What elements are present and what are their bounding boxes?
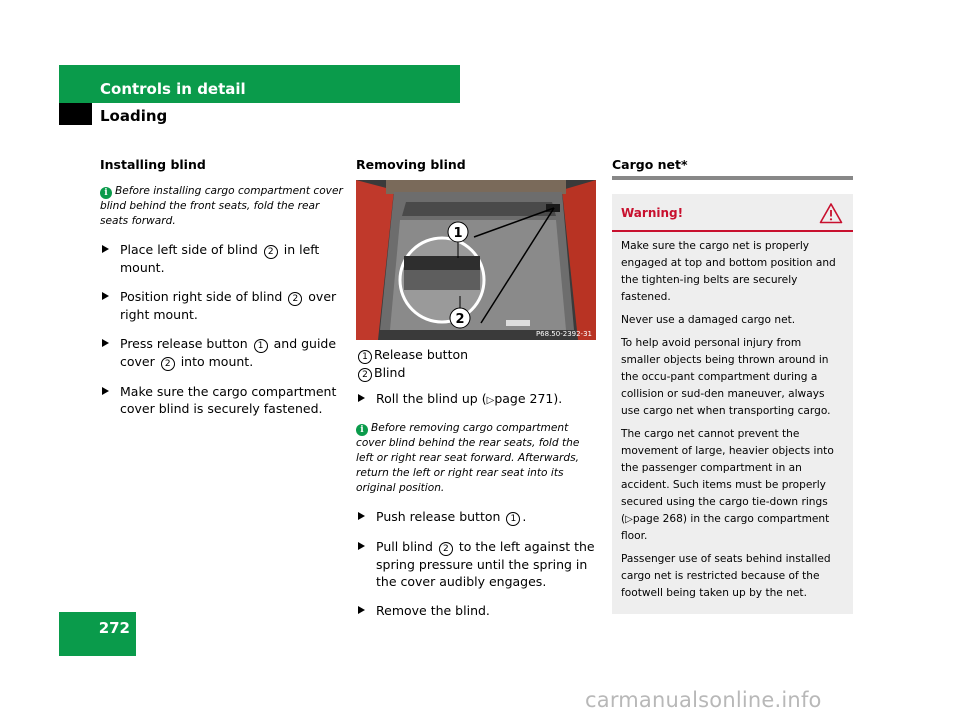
warning-paragraph bbox=[621, 426, 843, 545]
legend-label: Blind bbox=[374, 365, 406, 380]
callout-number: 2 bbox=[161, 357, 175, 371]
remove-step-3 bbox=[356, 602, 598, 619]
cargo-net-section bbox=[612, 156, 853, 614]
chapter-title: Controls in detail bbox=[100, 80, 246, 98]
legend-item bbox=[356, 346, 598, 364]
step-text: Push release button bbox=[376, 509, 505, 524]
callout-number: 1 bbox=[358, 350, 372, 364]
step-text: into mount. bbox=[176, 354, 254, 369]
cargo-blind-photo bbox=[356, 180, 596, 340]
photo-callout-1: 1 bbox=[453, 226, 463, 241]
remove-step-1 bbox=[356, 508, 598, 526]
installing-blind-title: Installing blind bbox=[100, 157, 206, 172]
callout-number: 2 bbox=[288, 292, 302, 306]
step-text: Press release button bbox=[120, 336, 252, 351]
step-text: Position right side of blind bbox=[120, 289, 287, 304]
step-text: over right mount. bbox=[120, 289, 337, 322]
info-icon: i bbox=[356, 424, 368, 436]
step-text: Roll the blind up ( bbox=[376, 391, 487, 406]
section-tab-marker bbox=[59, 103, 92, 125]
step-text: Remove the blind. bbox=[376, 603, 490, 618]
warning-text-part: The cargo net cannot prevent the movement of large, heavier objects into the passenger compartment in an accident. Such items must be properly secured using the cargo tie-down rings ( bbox=[621, 428, 834, 525]
warning-title: Warning! bbox=[621, 205, 684, 220]
warning-header bbox=[612, 194, 853, 232]
warning-box bbox=[612, 194, 853, 614]
callout-number: 2 bbox=[264, 245, 278, 259]
removing-note bbox=[356, 421, 598, 496]
step-text: and guide cover bbox=[120, 336, 337, 369]
warning-paragraph: To help avoid personal injury from smaller objects being thrown around in the occu-pant compartment during a collision or sud-den maneuver, always use cargo net when transporting cargo. bbox=[621, 337, 831, 417]
installing-note-text: Before installing cargo compartment cover blind behind the front seats, fold the rear seats forward. bbox=[100, 185, 343, 227]
cargo-net-title: Cargo net* bbox=[612, 157, 688, 172]
warning-paragraph: Passenger use of seats behind installed cargo net is restricted because of the footwell being taken up by the net. bbox=[621, 553, 831, 599]
photo-code: P68.50-2392-31 bbox=[535, 330, 592, 338]
installing-note bbox=[100, 184, 343, 229]
step-text: ). bbox=[553, 391, 563, 406]
section-rule bbox=[612, 176, 853, 180]
roll-step bbox=[356, 390, 598, 409]
watermark: carmanualsonline.info bbox=[585, 688, 822, 712]
warning-text-part: ) in the cargo compartment floor. bbox=[621, 513, 830, 542]
chapter-header bbox=[59, 65, 460, 103]
warning-text bbox=[612, 232, 853, 602]
info-icon: i bbox=[100, 187, 112, 199]
page-ref-arrow-icon: ▷ bbox=[625, 514, 633, 525]
page-ref-arrow-icon: ▷ bbox=[486, 395, 495, 406]
warning-paragraph: Never use a damaged cargo net. bbox=[621, 314, 796, 326]
remove-step-2 bbox=[356, 538, 598, 590]
removing-note-text: Before removing cargo compartment cover blind behind the rear seats, fold the left or right rear seat forward. Afterwards, return the left or right rear seat into its original position. bbox=[356, 422, 580, 494]
step-text: Pull blind bbox=[376, 539, 437, 554]
step-text: Place left side of blind bbox=[120, 242, 262, 257]
step-text: to the left against the spring pressure until the spring in the cover audibly engages. bbox=[376, 539, 595, 589]
section-title: Loading bbox=[100, 107, 168, 125]
page-reference: page 271 bbox=[494, 391, 554, 406]
step-text: in left mount. bbox=[120, 242, 320, 275]
callout-number: 1 bbox=[254, 339, 268, 353]
step-text: Make sure the cargo compartment cover blind is securely fastened. bbox=[120, 384, 337, 416]
page-reference: page 268 bbox=[632, 513, 683, 525]
install-step-3 bbox=[100, 335, 343, 371]
photo-callout-2: 2 bbox=[455, 312, 465, 327]
warning-paragraph: Make sure the cargo net is properly engaged at top and bottom position and the tighten-ing belts are securely fastened. bbox=[621, 240, 836, 303]
install-step-2 bbox=[100, 288, 343, 323]
page-number: 272 bbox=[59, 612, 136, 656]
figure-legend bbox=[356, 346, 598, 382]
step-text: . bbox=[522, 509, 527, 524]
removing-blind-section bbox=[356, 156, 598, 631]
legend-label: Release button bbox=[374, 347, 469, 362]
legend-item bbox=[356, 364, 598, 382]
callout-number: 2 bbox=[439, 542, 453, 556]
warning-triangle-icon bbox=[819, 202, 843, 224]
install-step-1 bbox=[100, 241, 343, 276]
install-step-4 bbox=[100, 383, 343, 417]
removing-blind-title: Removing blind bbox=[356, 157, 466, 172]
installing-blind-section bbox=[100, 156, 343, 429]
callout-number: 1 bbox=[506, 512, 520, 526]
callout-number: 2 bbox=[358, 368, 372, 382]
